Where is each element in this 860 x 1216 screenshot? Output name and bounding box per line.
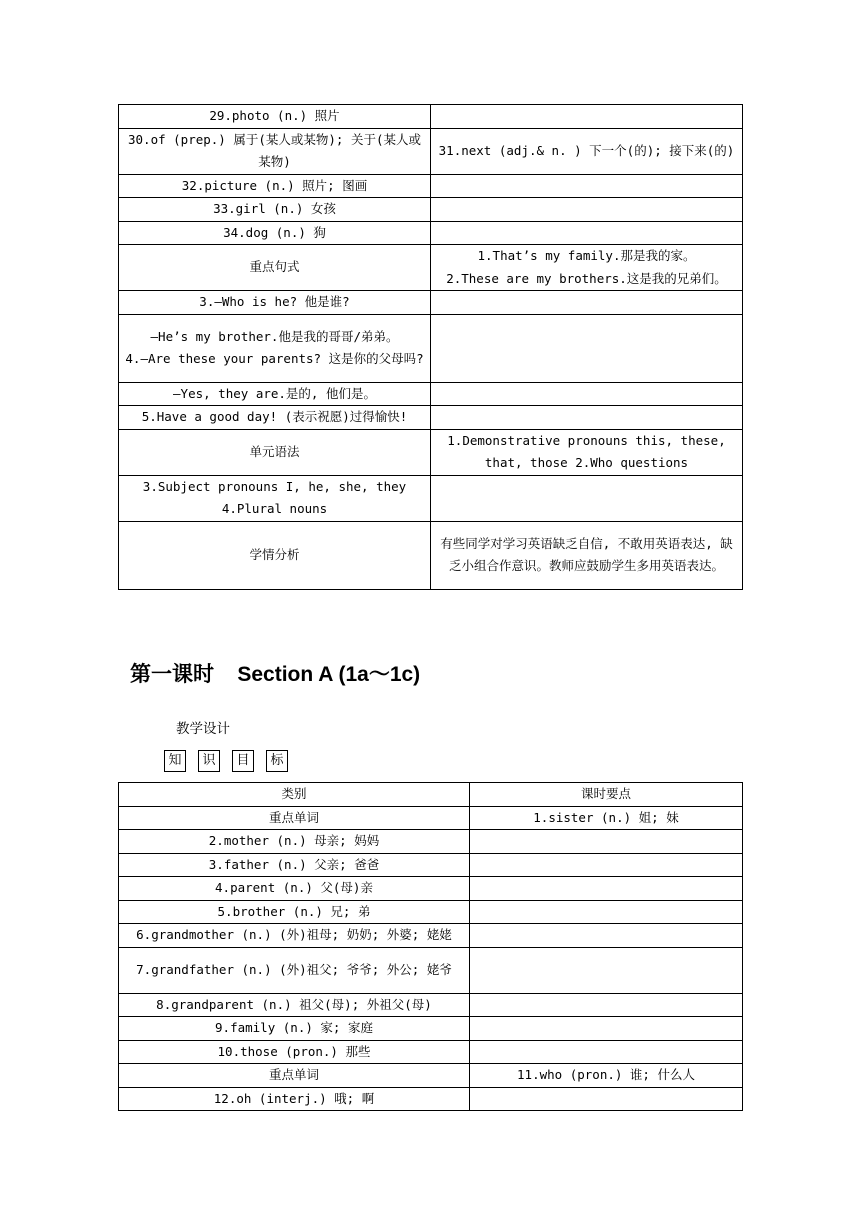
header-category: 类别 <box>119 783 470 807</box>
cell-right <box>431 174 743 198</box>
table-row <box>119 382 743 406</box>
cell-left: 12.oh (interj.) 哦; 啊 <box>119 1087 470 1111</box>
table-row <box>119 314 743 382</box>
table-row <box>119 900 743 924</box>
cell-right <box>470 900 743 924</box>
boxed-char: 目 <box>232 750 254 772</box>
table-row <box>119 105 743 129</box>
table-row <box>119 947 743 993</box>
knowledge-goals-table <box>118 782 743 1111</box>
table-row <box>119 406 743 430</box>
cell-right <box>470 993 743 1017</box>
table-row <box>119 521 743 589</box>
table-row <box>119 830 743 854</box>
cell-right: 1.That’s my family.那是我的家。 2.These are my brothers.这是我的兄弟们。 <box>431 245 743 291</box>
table-row <box>119 128 743 174</box>
cell-left: 3.Subject pronouns I, he, she, they 4.Plural nouns <box>119 475 431 521</box>
cell-right <box>470 877 743 901</box>
cell-left: 32.picture (n.) 照片; 图画 <box>119 174 431 198</box>
cell-right <box>470 830 743 854</box>
cell-left: 单元语法 <box>119 429 431 475</box>
cell-right <box>470 1040 743 1064</box>
table-row <box>119 1064 743 1088</box>
table-row <box>119 924 743 948</box>
cell-left: 6.grandmother (n.) (外)祖母; 奶奶; 外婆; 姥姥 <box>119 924 470 948</box>
table-row <box>119 174 743 198</box>
section-heading: 第一课时 Section A (1a～1c) <box>130 663 421 686</box>
cell-left: 34.dog (n.) 狗 <box>119 221 431 245</box>
cell-right: 11.who (pron.) 谁; 什么人 <box>470 1064 743 1088</box>
cell-right <box>470 853 743 877</box>
cell-right <box>431 406 743 430</box>
table-row <box>119 853 743 877</box>
table-row <box>119 877 743 901</box>
cell-left: 8.grandparent (n.) 祖父(母); 外祖父(母) <box>119 993 470 1017</box>
cell-right <box>431 198 743 222</box>
header-key-points: 课时要点 <box>470 783 743 807</box>
cell-left: 33.girl (n.) 女孩 <box>119 198 431 222</box>
cell-left: —Yes, they are.是的, 他们是。 <box>119 382 431 406</box>
cell-left: 30.of (prep.) 属于(某人或某物); 关于(某人或某物) <box>119 128 431 174</box>
cell-left: 3.father (n.) 父亲; 爸爸 <box>119 853 470 877</box>
cell-left: 5.brother (n.) 兄; 弟 <box>119 900 470 924</box>
cell-right <box>470 1087 743 1111</box>
table-row <box>119 245 743 291</box>
cell-left: 9.family (n.) 家; 家庭 <box>119 1017 470 1041</box>
cell-left: 5.Have a good day! (表示祝愿)过得愉快! <box>119 406 431 430</box>
cell-right <box>431 291 743 315</box>
cell-left: 重点单词 <box>119 806 470 830</box>
cell-left: 重点单词 <box>119 1064 470 1088</box>
cell-right <box>431 105 743 129</box>
cell-right <box>431 382 743 406</box>
table-row <box>119 429 743 475</box>
cell-left: 2.mother (n.) 母亲; 妈妈 <box>119 830 470 854</box>
table-row <box>119 198 743 222</box>
knowledge-goals-label <box>164 750 288 772</box>
cell-right <box>470 947 743 993</box>
cell-right <box>470 924 743 948</box>
cell-right: 1.sister (n.) 姐; 妹 <box>470 806 743 830</box>
boxed-char: 标 <box>266 750 288 772</box>
table-row <box>119 1040 743 1064</box>
table-row <box>119 1087 743 1111</box>
table-row <box>119 806 743 830</box>
cell-left: 10.those (pron.) 那些 <box>119 1040 470 1064</box>
table-row <box>119 1017 743 1041</box>
cell-right <box>431 314 743 382</box>
cell-right: 31.next (adj.& n. ) 下一个(的); 接下来(的) <box>431 128 743 174</box>
table-row <box>119 993 743 1017</box>
cell-left: 3.—Who is he? 他是谁? <box>119 291 431 315</box>
section-subheading: 教学设计 <box>176 721 230 736</box>
cell-right <box>470 1017 743 1041</box>
cell-left: 29.photo (n.) 照片 <box>119 105 431 129</box>
cell-right: 有些同学对学习英语缺乏自信, 不敢用英语表达, 缺乏小组合作意识。教师应鼓励学生多用英语表达。 <box>431 521 743 589</box>
cell-right <box>431 221 743 245</box>
cell-left: 学情分析 <box>119 521 431 589</box>
cell-left: 7.grandfather (n.) (外)祖父; 爷爷; 外公; 姥爷 <box>119 947 470 993</box>
cell-left: 4.parent (n.) 父(母)亲 <box>119 877 470 901</box>
boxed-char: 识 <box>198 750 220 772</box>
table-row <box>119 221 743 245</box>
vocabulary-table-continued <box>118 104 743 590</box>
table-row <box>119 475 743 521</box>
table-header-row <box>119 783 743 807</box>
boxed-char: 知 <box>164 750 186 772</box>
cell-left: —He’s my brother.他是我的哥哥/弟弟。 4.—Are these your parents? 这是你的父母吗? <box>119 314 431 382</box>
cell-right: 1.Demonstrative pronouns this, these, that, those 2.Who questions <box>431 429 743 475</box>
cell-left: 重点句式 <box>119 245 431 291</box>
cell-right <box>431 475 743 521</box>
table-row <box>119 291 743 315</box>
